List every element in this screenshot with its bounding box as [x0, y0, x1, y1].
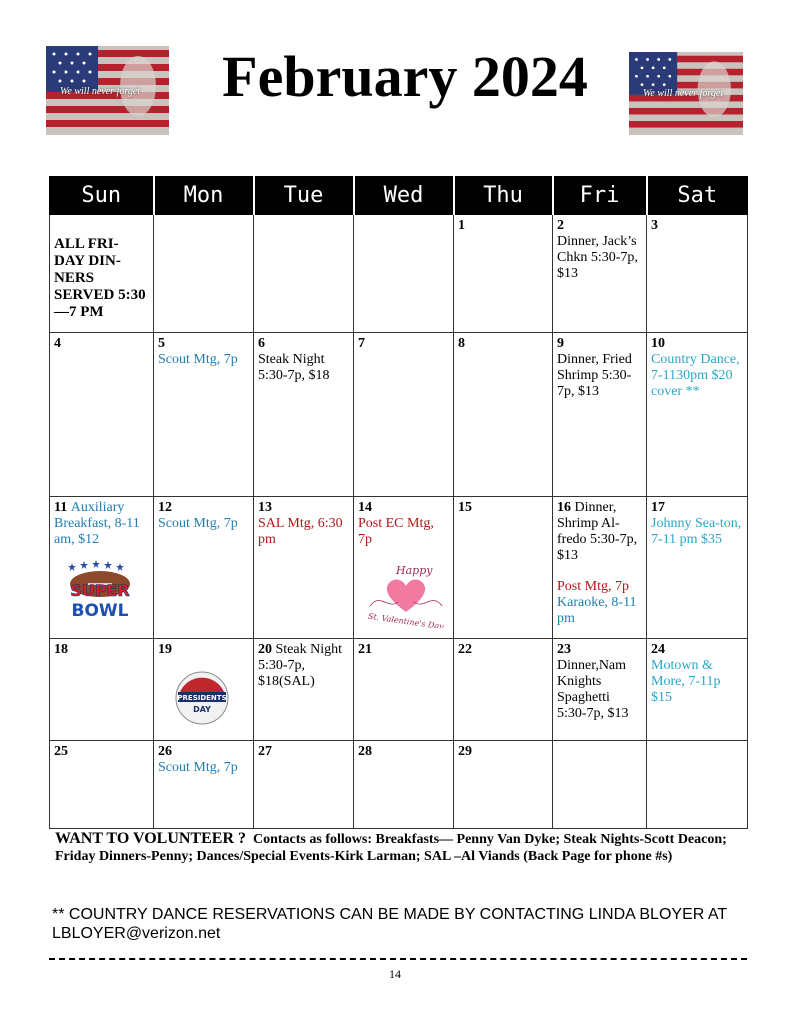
day-number: 6 [258, 336, 265, 351]
day-number: 10 [651, 336, 665, 351]
day-number: 17 [651, 500, 665, 515]
day-number: 1 [458, 218, 465, 233]
dashed-divider [49, 958, 747, 960]
volunteer-heading: WANT TO VOLUNTEER ? [55, 830, 246, 847]
day-cell [254, 333, 354, 497]
day-cell [50, 215, 154, 333]
day-number: 24 [651, 642, 665, 657]
calendar-week [50, 215, 748, 333]
day-number: 3 [651, 218, 658, 233]
event-text: Johnny Sea-ton, 7-11 pm $35 [651, 516, 742, 547]
day-cell [553, 639, 647, 741]
page-number: 14 [389, 967, 401, 981]
day-cell [553, 215, 647, 333]
day-number: 16 [557, 500, 571, 515]
weekday-header: Thu [454, 177, 553, 215]
event-text: Steak Night 5:30-7p, $18 [258, 352, 330, 383]
valentine-happy-text: Happy [396, 564, 433, 577]
presidents-bottom-text: DAY [193, 705, 211, 714]
super-bowl-top-text: SUPER [70, 581, 130, 600]
day-cell [354, 639, 454, 741]
weekday-header: Sat [647, 177, 748, 215]
calendar-week [50, 741, 748, 829]
day-number: 29 [458, 744, 472, 759]
day-cell [254, 741, 354, 829]
event-text: SAL Mtg, 6:30 pm [258, 516, 343, 547]
valentine-day-text: St. Valentine's Day [367, 611, 445, 628]
friday-dinner-note: ALL FRI-DAY DIN-NERS SERVED 5:30—7 PM [54, 236, 146, 320]
day-cell [154, 741, 254, 829]
day-cell [50, 333, 154, 497]
day-cell-empty [154, 215, 254, 333]
weekday-header-row [50, 177, 748, 215]
day-cell-empty [553, 741, 647, 829]
event-text: Scout Mtg, 7p [158, 352, 238, 367]
day-cell [454, 497, 553, 639]
day-cell [647, 215, 748, 333]
day-number: 25 [54, 744, 68, 759]
event-text: Dinner, Shrimp Al-fredo 5:30-7p, $13 [557, 500, 638, 563]
flag-image-left [46, 46, 169, 135]
event-text: Dinner, Jack’s Chkn 5:30-7p, $13 [557, 234, 638, 281]
day-cell [154, 497, 254, 639]
event-text: Scout Mtg, 7p [158, 760, 238, 775]
day-number: 28 [358, 744, 372, 759]
presidents-top-text: PRESIDENTS [177, 694, 227, 702]
day-cell [647, 639, 748, 741]
day-number: 15 [458, 500, 472, 515]
day-number: 5 [158, 336, 165, 351]
day-cell [354, 333, 454, 497]
day-cell [647, 497, 748, 639]
volunteer-contacts [55, 830, 745, 865]
day-cell [50, 497, 154, 639]
weekday-header: Wed [354, 177, 454, 215]
calendar-week [50, 497, 748, 639]
day-number: 9 [557, 336, 564, 351]
flag-image-right [629, 52, 743, 135]
super-bowl-logo [60, 560, 149, 627]
day-cell [454, 333, 553, 497]
day-number: 11 [54, 500, 68, 515]
day-cell [254, 497, 354, 639]
day-number: 23 [557, 642, 571, 657]
weekday-header: Sun [50, 177, 154, 215]
day-number: 18 [54, 642, 68, 657]
super-bowl-bottom-text: BOWL [71, 601, 129, 621]
event-text: Dinner,Nam Knights Spaghetti 5:30-7p, $13 [557, 658, 629, 721]
event-text: Country Dance, 7-1130pm $20 cover ** [651, 352, 740, 399]
day-cell [354, 741, 454, 829]
flag-motto-left: We will never forget [60, 86, 141, 97]
day-number: 27 [258, 744, 272, 759]
day-cell [50, 639, 154, 741]
event-text: Scout Mtg, 7p [158, 516, 238, 531]
day-cell [553, 497, 647, 639]
event-text-karaoke: Karaoke, 8-11 pm [557, 595, 637, 626]
day-number: 22 [458, 642, 472, 657]
day-cell [454, 741, 553, 829]
event-text: Auxiliary Breakfast, 8-11 am, $12 [54, 500, 140, 547]
day-number: 21 [358, 642, 372, 657]
day-number: 4 [54, 336, 61, 351]
day-cell-empty [354, 215, 454, 333]
valentines-heart-graphic [360, 562, 449, 633]
day-cell-empty [647, 741, 748, 829]
event-text-post-meeting: Post Mtg, 7p [557, 579, 629, 594]
calendar-week [50, 639, 748, 741]
event-text: Motown & More, 7-11p $15 [651, 658, 721, 705]
day-cell [154, 333, 254, 497]
day-number: 20 [258, 642, 272, 657]
day-cell [454, 215, 553, 333]
day-cell [647, 333, 748, 497]
day-cell [553, 333, 647, 497]
event-text: Post EC Mtg, 7p [358, 516, 434, 547]
day-cell [454, 639, 553, 741]
day-number: 2 [557, 218, 564, 233]
day-number: 14 [358, 500, 372, 515]
weekday-header: Tue [254, 177, 354, 215]
day-number: 26 [158, 744, 172, 759]
country-dance-note: ** COUNTRY DANCE RESERVATIONS CAN BE MADE BY CONTACTING LINDA BLOYER AT LBLOYER@verizon.net [52, 906, 727, 942]
day-cell [354, 497, 454, 639]
flag-motto-right: We will never forget [643, 88, 724, 99]
event-text: Steak Night 5:30-7p, $18(SAL) [258, 642, 342, 689]
day-cell [254, 639, 354, 741]
day-cell [50, 741, 154, 829]
day-number: 12 [158, 500, 172, 515]
volunteer-text: Contacts as follows: Breakfasts— Penny Van Dyke; Steak Nights-Scott Deacon; Friday Dinners-Penny; Dances/Special Events-Kirk Larman; SAL –Al Viands (Back Page for phone #s) [55, 832, 727, 864]
day-number: 8 [458, 336, 465, 351]
presidents-day-badge [170, 668, 249, 731]
page-title: February 2024 [222, 44, 588, 109]
weekday-header: Fri [553, 177, 647, 215]
day-number: 13 [258, 500, 272, 515]
day-cell [154, 639, 254, 741]
day-number: 7 [358, 336, 365, 351]
calendar-grid [49, 176, 748, 829]
event-text: Dinner, Fried Shrimp 5:30-7p, $13 [557, 352, 632, 399]
weekday-header: Mon [154, 177, 254, 215]
calendar-week [50, 333, 748, 497]
day-cell-empty [254, 215, 354, 333]
day-number: 19 [158, 642, 172, 657]
